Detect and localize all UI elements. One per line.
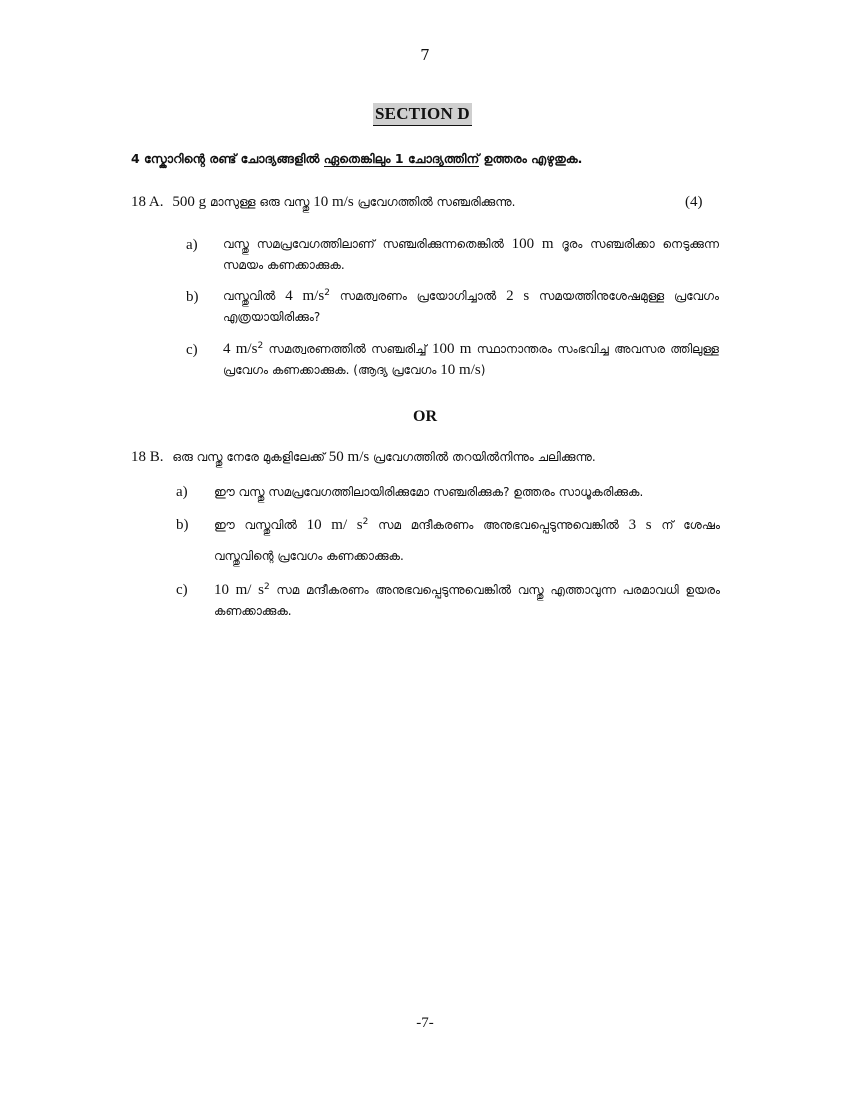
q18b-b-v1: 10 m/ s [306, 517, 363, 533]
question-18a-score: (4) [685, 194, 703, 210]
q18b-c-v1: 10 m/ s [214, 582, 264, 598]
q18a-a-t1: വസ്തു സമപ്രവേഗത്തിലാണ് സഞ്ചരിക്കുന്നതെങ്കിൽ [223, 237, 512, 251]
page-number-top: 7 [420, 46, 430, 64]
question-18a-sub-c-text [223, 339, 719, 381]
q18a-c-t2: സ്ഥാനാന്തരം സംഭവിച്ച അവസര ത്തിലുള്ള പ്രവേഗം കണക്കാക്കുക. (ആദ്യ പ്രവേഗം [223, 342, 719, 377]
or-divider-label: OR [413, 408, 437, 425]
question-18a-mass: 500 g [172, 194, 207, 210]
question-18b-speed: 50 m/s [328, 449, 370, 465]
section-instruction [131, 151, 731, 167]
q18a-c-t3: ) [480, 363, 486, 377]
q18b-c-t1: സമ മന്ദീകരണം അനുഭവപ്പെടുന്നുവെങ്കിൽ വസ്തു എത്താവുന്ന പരമാവധി ഉയരം കണക്കാക്കുക. [214, 583, 720, 618]
question-18a-speed: 10 m/s [313, 194, 354, 210]
question-18b-sub-a-label: a) [176, 484, 188, 500]
q18a-c-v2: 100 m [431, 341, 472, 357]
q18b-b-t3: ന് ശേഷം [651, 518, 720, 532]
instruction-part-1: 4 സ്കോറിന്റെ രണ്ട് ചോദ്യങ്ങളിൽ [131, 151, 324, 166]
section-title: SECTION D [373, 103, 472, 126]
q18a-c-t1: സമത്വരണത്തിൽ സഞ്ചരിച്ച് [263, 342, 432, 356]
question-18b-number: 18 B. [131, 449, 164, 465]
question-18b-stem [131, 449, 596, 466]
question-18b-sub-b-text [214, 515, 720, 536]
q18a-b-v1: 4 m/s [285, 288, 325, 304]
question-18a-sub-b-text [223, 286, 719, 328]
question-18b-sub-b-line2: വസ്തുവിന്റെ പ്രവേഗം കണക്കാക്കുക. [214, 549, 404, 563]
page-number-bottom: -7- [416, 1015, 434, 1031]
question-18b-text-b: പ്രവേഗത്തിൽ തറയിൽനിന്നും ചലിക്കുന്നു. [369, 450, 596, 464]
q18a-b-sup: 2 [324, 288, 330, 298]
q18b-b-v2: 3 s [628, 517, 652, 533]
question-18a-text-b: പ്രവേഗത്തിൽ സഞ്ചരിക്കുന്നു. [353, 195, 516, 209]
question-18b-text-a: ഒരു വസ്തു നേരേ മുകളിലേക്ക് [172, 450, 329, 464]
q18a-a-v1: 100 m [511, 236, 554, 252]
q18a-c-v1: 4 m/s [223, 341, 258, 357]
q18a-b-v2: 2 s [506, 288, 530, 304]
question-18a-text-a: മാസുള്ള ഒരു വസ്തു [206, 195, 314, 209]
instruction-part-3: ഉത്തരം എഴുതുക. [479, 151, 583, 166]
question-18b-sub-c-text [214, 580, 720, 622]
q18b-b-sup: 2 [362, 517, 369, 527]
question-18a-sub-b-label: b) [186, 289, 199, 305]
question-18b-sub-a-text: ഈ വസ്തു സമപ്രവേഗത്തിലായിരിക്കുമോ സഞ്ചരിക്കുക? ഉത്തരം സാധൂകരിക്കുക. [214, 485, 644, 499]
q18b-b-t2: സമ മന്ദീകരണം അനുഭവപ്പെടുന്നുവെങ്കിൽ [368, 518, 629, 532]
q18a-b-t2: സമത്വരണം പ്രയോഗിച്ചാൽ [329, 289, 507, 303]
question-18a-sub-a-label: a) [186, 237, 198, 253]
q18a-b-t1: വസ്തുവിൽ [223, 289, 286, 303]
question-18a-number: 18 A. [131, 194, 164, 210]
q18b-b-t1: ഈ വസ്തുവിൽ [214, 518, 307, 532]
q18a-c-v3: 10 m/s [440, 362, 481, 378]
q18b-c-sup: 2 [263, 582, 270, 592]
question-18a-sub-c-label: c) [186, 342, 198, 358]
question-18a-stem [131, 194, 515, 211]
question-18b-sub-b-label: b) [176, 517, 189, 533]
instruction-part-2: ഏതെങ്കിലും 1 ചോദ്യത്തിന് [323, 151, 480, 166]
question-18b-sub-c-label: c) [176, 582, 188, 598]
question-18a-sub-a-text [223, 234, 719, 276]
q18a-b-t3: സമയത്തിനുശേഷമുള്ള പ്രവേഗം എത്രയായിരിക്കും? [223, 289, 719, 324]
q18a-c-sup: 2 [257, 341, 264, 351]
q18a-a-t2: ദൂരം സഞ്ചരിക്കാ നെടുക്കുന്ന സമയം കണക്കാക്കുക. [223, 237, 719, 272]
